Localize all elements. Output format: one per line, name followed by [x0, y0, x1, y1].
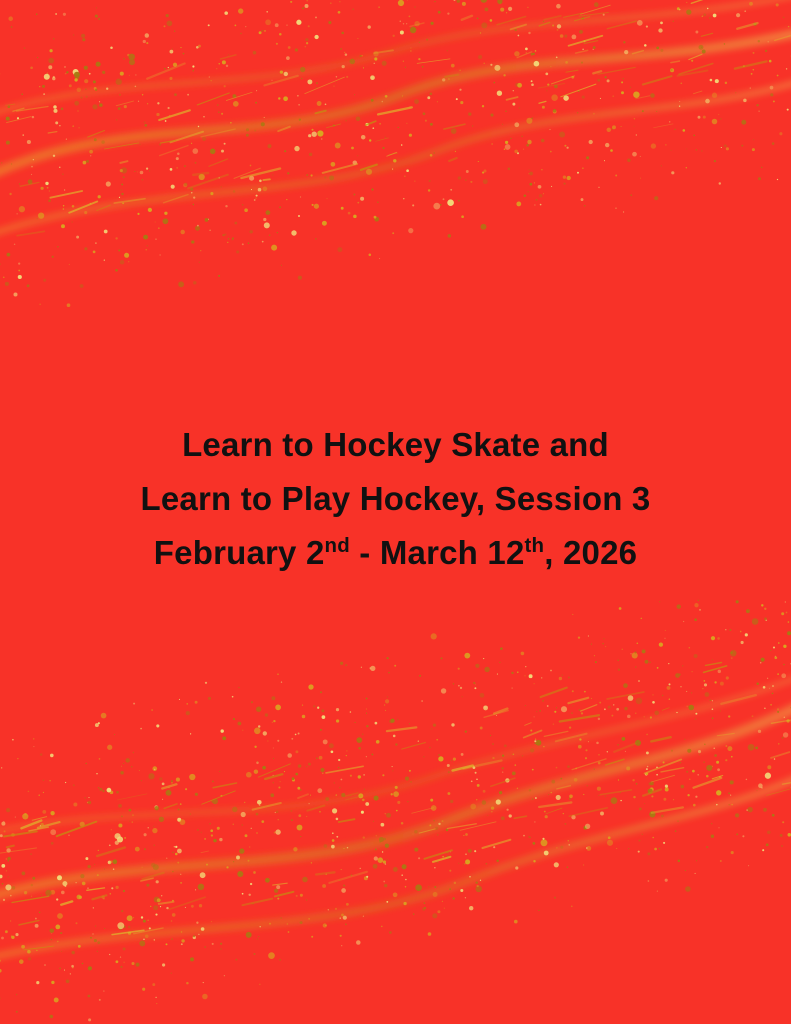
- date-prefix: February 2: [153, 534, 325, 571]
- date-ordinal-1: nd: [324, 534, 350, 557]
- title-line-3: [0, 526, 791, 580]
- title-line-2: Learn to Play Hockey, Session 3: [140, 480, 651, 517]
- poster-title: [0, 418, 791, 580]
- date-ordinal-2: th: [524, 534, 545, 557]
- date-middle: - March 12: [349, 534, 525, 571]
- title-line-1: Learn to Hockey Skate and: [182, 426, 609, 463]
- date-suffix: , 2026: [544, 534, 638, 571]
